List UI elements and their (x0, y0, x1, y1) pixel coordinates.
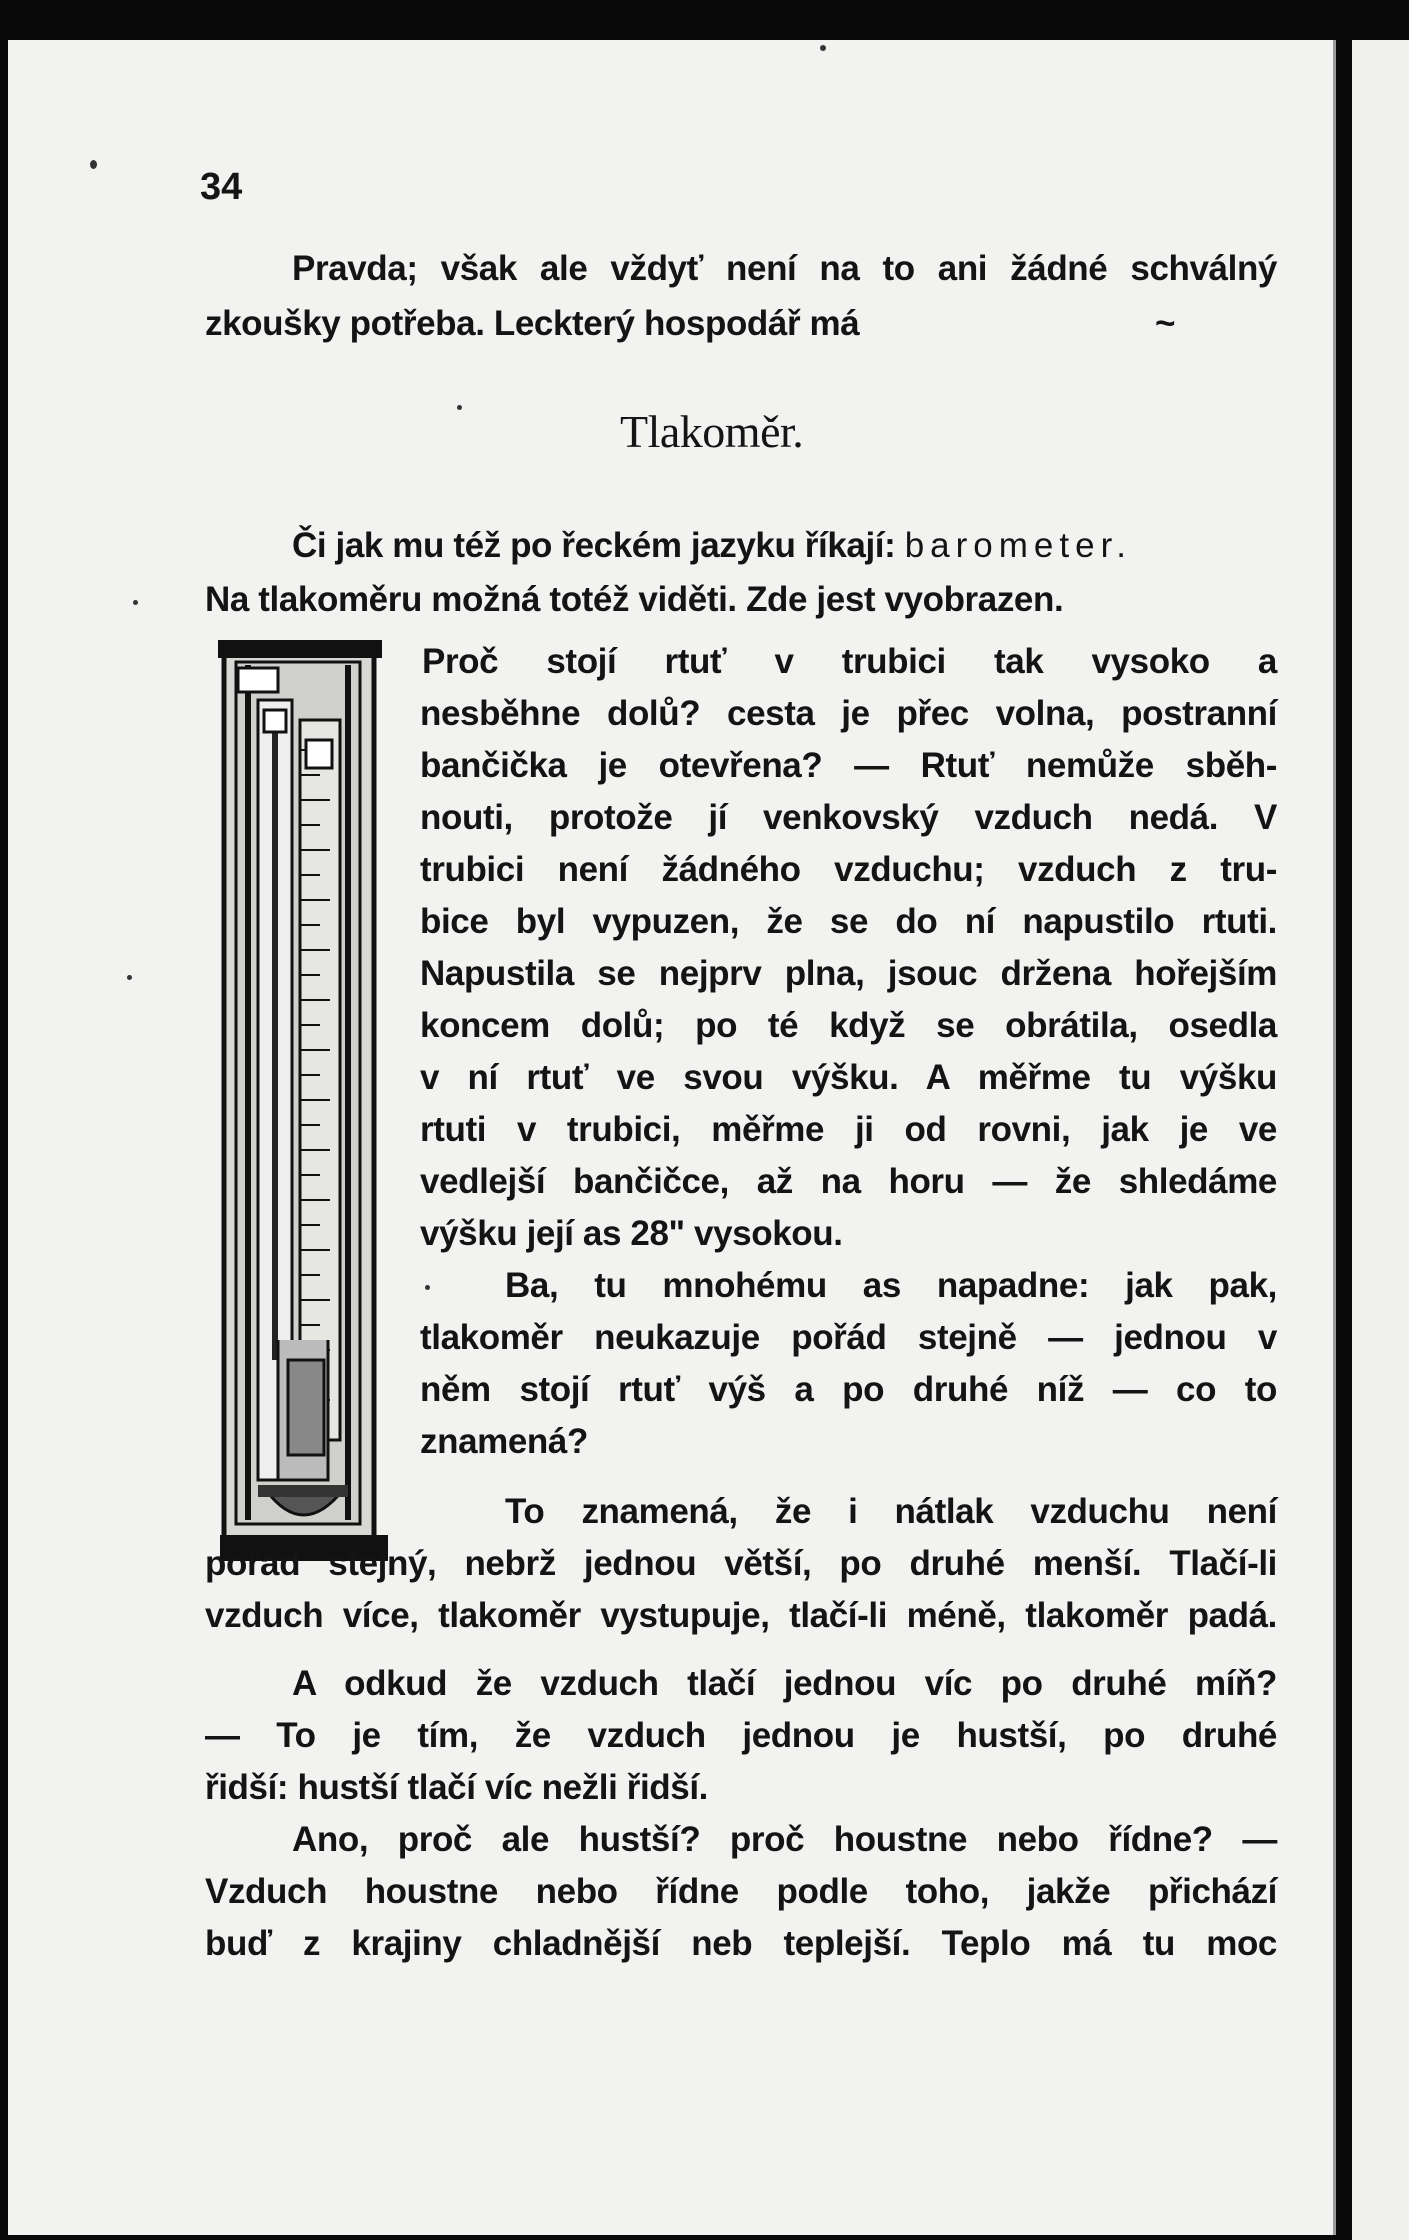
p1-line-1 (292, 524, 1277, 568)
speck (127, 975, 132, 980)
p4-line-1: To znamená, že i nátlak vzduchu není (505, 1492, 1277, 1531)
p2-line-10: rtuti v trubici, měřme ji od rovni, jak je ve (420, 1110, 1277, 1149)
speck (820, 45, 826, 51)
intro-line-1: Pravda; však ale vždyť není na to ani žádné schválný (292, 249, 1277, 288)
p4-line-3: vzduch více, tlakoměr vystupuje, tlačí-li méně, tlakoměr padá. (205, 1596, 1277, 1635)
p2-line-9: v ní rtuť ve svou výšku. A měřme tu výšku (420, 1058, 1277, 1097)
p1-line-2: Na tlakoměru možná totéž viděti. Zde jest vyobrazen. (205, 580, 1064, 619)
p2-line-8: koncem dolů; po té když se obrátila, osedla (420, 1006, 1277, 1045)
p2-line-4: nouti, protože jí venkovský vzduch nedá. V (420, 798, 1277, 837)
speck (457, 405, 462, 410)
p2-line-2: nesběhne dolů? cesta je přec volna, postranní (420, 694, 1277, 733)
barometer-illustration (218, 640, 388, 1565)
p5-line-1: A odkud že vzduch tlačí jednou víc po druhé míň? (292, 1664, 1277, 1703)
speck (133, 600, 138, 605)
term-barometer: barometer. (904, 526, 1133, 565)
p3-line-2: tlakoměr neukazuje pořád stejně — jednou v (420, 1318, 1277, 1357)
section-title: Tlakoměr. (620, 406, 804, 457)
p2-line-1: Proč stojí rtuť v trubici tak vysoko a (422, 642, 1277, 681)
p5-line-2: — To je tím, že vzduch jednou je hustší, po druhé (205, 1716, 1277, 1755)
p1-line-1-text: Či jak mu též po řeckém jazyku říkají: (292, 526, 905, 565)
intro-line-2: zkoušky potřeba. Leckterý hospodář má (205, 304, 860, 343)
p6-line-2: Vzduch houstne nebo řídne podle toho, jakže přichází (205, 1872, 1277, 1911)
p2-line-5: trubici není žádného vzduchu; vzduch z tru- (420, 850, 1277, 889)
p3-line-4: znamená? (420, 1422, 588, 1461)
p2-line-12: výšku její as 28" vysokou. (420, 1214, 843, 1253)
speck (90, 160, 97, 169)
p6-line-3: buď z krajiny chladnější neb teplejší. Teplo má tu moc (205, 1924, 1277, 1963)
p3-line-3: něm stojí rtuť výš a po druhé níž — co to (420, 1370, 1277, 1409)
p2-line-7: Napustila se nejprv plna, jsouc držena hořejším (420, 954, 1277, 993)
p2-line-6: bice byl vypuzen, že se do ní napustilo rtuti. (420, 902, 1277, 941)
speck (425, 1285, 430, 1290)
facing-page-edge (1352, 40, 1409, 2240)
tilde-mark: ~ (1155, 304, 1176, 343)
p5-line-3: řidší: hustší tlačí víc nežli řidší. (205, 1768, 708, 1807)
p2-line-11: vedlejší bančičce, až na horu — že shledáme (420, 1162, 1277, 1201)
p2-line-3: bančička je otevřena? — Rtuť nemůže sběh- (420, 746, 1277, 785)
p3-line-1: Ba, tu mnohému as napadne: jak pak, (505, 1266, 1277, 1305)
page-number: 34 (200, 166, 243, 208)
p6-line-1: Ano, proč ale hustší? proč houstne nebo řídne? — (292, 1820, 1277, 1859)
p4-line-2: pořád stejný, nebrž jednou větší, po druhé menší. Tlačí-li (205, 1544, 1277, 1583)
